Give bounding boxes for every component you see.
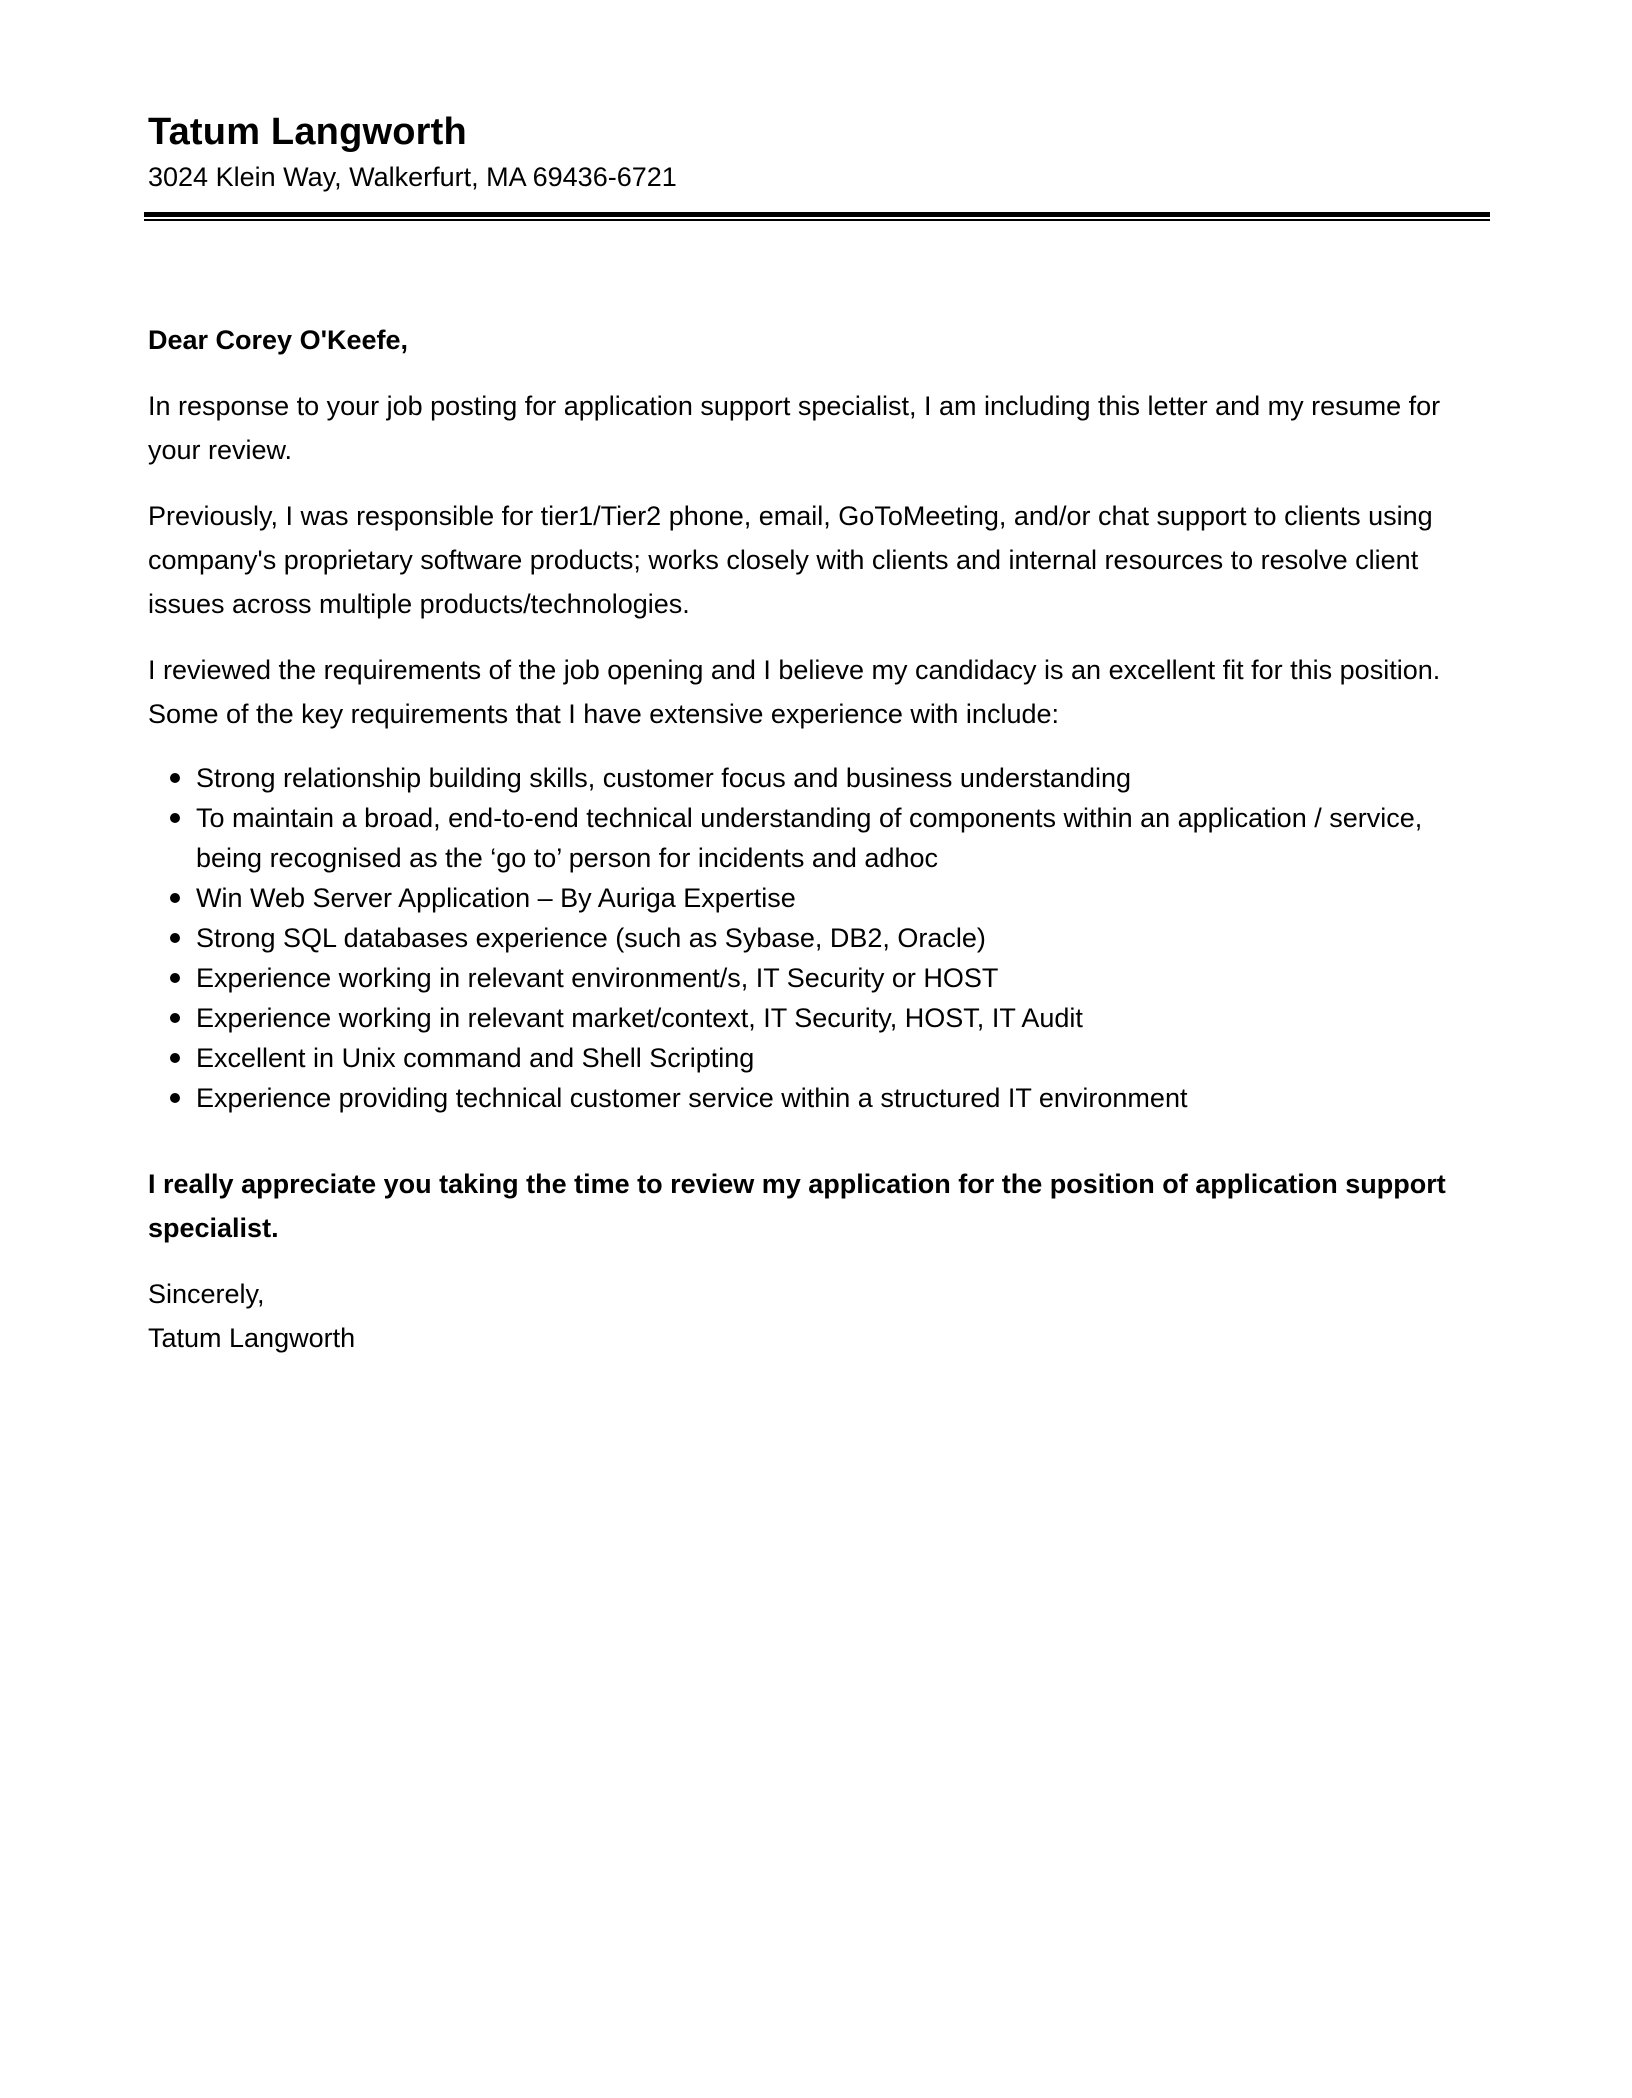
sender-name: Tatum Langworth — [148, 111, 467, 153]
sender-address: 3024 Klein Way, Walkerfurt, MA 69436-6721 — [148, 162, 677, 192]
salutation: Dear Corey O'Keefe, — [148, 325, 409, 355]
paragraph-requirements: I reviewed the requirements of the job opening and I believe my candidacy is an excellent fit for this position. Some of the key requirements that I have extensive experience with include: — [148, 655, 1441, 729]
list-item — [148, 918, 1488, 958]
signature-name: Tatum Langworth — [148, 1323, 356, 1353]
list-item — [148, 998, 1488, 1038]
paragraph-experience: Previously, I was responsible for tier1/Tier2 phone, email, GoToMeeting, and/or chat support to clients using company's proprietary software products; works closely with clients and internal resources to resolve client issues across multiple products/technologies. — [148, 501, 1433, 619]
list-item — [148, 1078, 1488, 1118]
bullet-icon — [170, 1093, 180, 1103]
list-item-text: Strong SQL databases experience (such as Sybase, DB2, Oracle) — [196, 923, 986, 953]
list-item-text: Experience providing technical customer service within a structured IT environment — [196, 1083, 1188, 1113]
bullet-icon — [170, 813, 180, 823]
requirements-list — [148, 758, 1488, 1118]
bullet-icon — [170, 1053, 180, 1063]
bullet-icon — [170, 893, 180, 903]
list-item-text: Excellent in Unix command and Shell Scripting — [196, 1043, 755, 1073]
list-item — [148, 878, 1488, 918]
list-item-text: Experience working in relevant market/context, IT Security, HOST, IT Audit — [196, 1003, 1083, 1033]
list-item-text: Strong relationship building skills, customer focus and business understanding — [196, 763, 1132, 793]
bullet-icon — [170, 773, 180, 783]
bullet-icon — [170, 933, 180, 943]
list-item — [148, 758, 1488, 798]
list-item — [148, 798, 1488, 878]
bullet-icon — [170, 1013, 180, 1023]
list-item — [148, 1038, 1488, 1078]
closing-statement: I really appreciate you taking the time to review my application for the position of application support specialist. — [148, 1169, 1446, 1243]
divider-thin-line — [144, 219, 1490, 221]
signoff: Sincerely, — [148, 1279, 265, 1309]
paragraph-intro: In response to your job posting for application support specialist, I am including this letter and my resume for your review. — [148, 391, 1441, 465]
letter-body — [148, 318, 1488, 1360]
letter-header — [148, 108, 1488, 196]
list-item-text: Experience working in relevant environment/s, IT Security or HOST — [196, 963, 999, 993]
bullet-icon — [170, 973, 180, 983]
list-item-text: To maintain a broad, end-to-end technical understanding of components within an application / service, being recognised as the ‘go to’ person for incidents and adhoc — [196, 803, 1423, 873]
list-item — [148, 958, 1488, 998]
list-item-text: Win Web Server Application – By Auriga Expertise — [196, 883, 796, 913]
header-divider — [144, 212, 1490, 221]
